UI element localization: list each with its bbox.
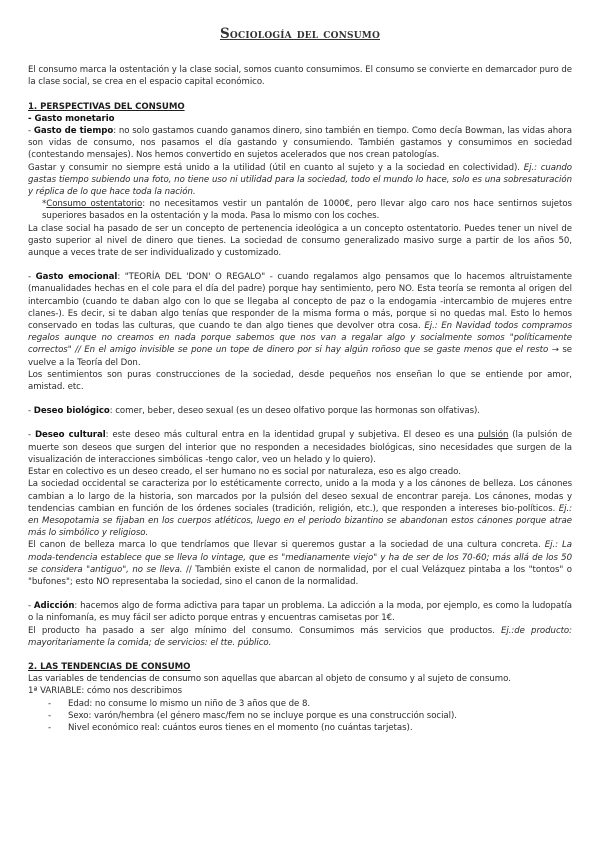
adiccion-text: : hacemos algo de forma adictiva para tapar un problema. La adicción a la moda, por ejemplo, es como la ludopatía o la ninfomanía, es muy fácil ser adicto porque entras y encuentras camisetas por 1€.: [28, 601, 573, 624]
utilidad-text: Gastar y consumir no siempre está unido a la utilidad (útil en cuanto al sujeto y a la sociedad en colectividad).: [28, 162, 524, 173]
deseo-biologico-label: Deseo biológico: [33, 406, 110, 417]
ostentatorio-asterisk: *: [42, 199, 47, 210]
gasto-emocional-example: Ej.: En Navidad todos compramos regalos aunque no creamos en nada porque sabemos que nos van a regalar algo y socialmente somos "políticamente correctos" // En el amigo invisible se pone un tope de dinero por si hay algún roñoso que se gaste menos que el resto: [28, 321, 572, 356]
gasto-emocional-dash: -: [28, 272, 36, 283]
gasto-emocional-label: Gasto emocional: [35, 272, 118, 283]
producto-example: Ej.:de producto: mayoritariamente la comida; de servicios: el tte. público.: [28, 625, 572, 648]
canones-paragraph: [28, 478, 572, 539]
canon-belleza-text: El canon de belleza marca lo que tendríamos que llevar si queremos gustar a la sociedad de una cultura concreta.: [28, 540, 545, 551]
canon-normalidad-text: // También existe el canon de normalidad, por el cual Velázquez pintaba a los "tontos" o "bufones"; esto NO representaba la sociedad, sino el canon de la normalidad.: [28, 564, 572, 587]
variable-1-list: [28, 698, 572, 735]
gasto-monetario-label: - Gasto monetario: [28, 113, 115, 124]
consumo-ostentatorio-text: : no necesitamos vestir un pantalón de 1000€, pero llevar algo caro nos hace sentirnos sujetos superiores basados en la ostentación y la moda. Pasa lo mismo con los coches.: [42, 199, 572, 222]
intro-paragraph: El consumo marca la ostentación y la clase social, somos cuanto consumimos. El consumo se convierte en demarcador puro de la clase social, se crea en el espacio capital económico.: [28, 65, 572, 88]
utilidad-paragraph: [28, 162, 572, 199]
gasto-tiempo-text: : no solo gastamos cuando ganamos dinero, sino también en tiempo. Como decía Bowman, las vidas ahora son vidas de consumo, nos pasamos el día gastando y consumiendo. También gastamos y consumimos en sociedad (contestando mensajes). Nos hemos convertido en sujetos acelerados que nos crean patologías.: [28, 126, 573, 161]
list-item: - Sexo: varón/hembra (el género masc/fem no se incluye porque es una construcción social).: [48, 710, 572, 722]
list-item: - Nivel económico real: cuántos euros tienes en el momento (no cuántas tarjetas).: [48, 722, 572, 734]
canones-example: Ej.: en Mesopotamia se fijaban en los cuerpos atléticos, luego en el periodo bizantino se abandonan estos cánones porque atrae más lo simbólico y religioso.: [28, 503, 572, 539]
colectivo-paragraph: Estar en colectivo es un deseo creado, el ser humano no es social por naturaleza, eso es algo creado.: [28, 467, 461, 478]
deseo-cultural-text-b: (la pulsión de muerte son deseos que surgen del interior que no responden a necesidades biológicas, sino necesidades que surgen de la visualización de interacciones simbólicas -tengo calor, veo un helado y lo quiero).: [28, 430, 572, 465]
consumo-ostentatorio-label: Consumo ostentatorio: [46, 199, 143, 210]
canones-text: La sociedad occidental se caracteriza por lo estéticamente correcto, unido a la moda y a los cánones de belleza. Los cánones cambian a lo largo de la historia, son marcados por la pulsión del deseo sexual de encontrar pareja. Los cánones, modas y tendencias cambian en función de los órdenes sociales (tradición, religión, etc.), que responden a intereses bio-políticos.: [28, 479, 572, 514]
gasto-tiempo-paragraph: [28, 125, 572, 162]
clase-social-paragraph: La clase social ha pasado de ser un concepto de pertenencia ideológica a un concepto ostentatorio. Puedes tener un nivel de gasto superior al nivel de dinero que tienes. La sociedad de consumo generalizado masivo surge a partir de los años 50, aunque a veces trate de ser individualizado y customizado.: [28, 223, 572, 259]
gasto-tiempo-label: Gasto de tiempo: [33, 126, 114, 137]
adiccion-paragraph: [28, 600, 572, 624]
deseo-biologico-dash: -: [28, 406, 34, 417]
deseo-cultural-text-a: : este deseo más cultural entra en la identidad grupal y subjetiva. El deseo es una: [105, 430, 478, 441]
gasto-emocional-text: : "TEORÍA DEL 'DON' O REGALO" - cuando regalamos algo pensamos que lo hacemos altruistamente (manualidades hechas en el cole para el día del padre) porque hay sentimiento, pero NO. Esta teoría se remonta al origen del intercambio (cuando te daban algo con lo que se llegaba al concepto de paz o la endogamia -intercambio de mujeres entre clanes-). Es decir, si te daban algo tenías que responder de la misma forma o más, porque si no quedas mal. Esto lo hemos conservado en todas las culturas, que cuando te dan algo tienes que devolver otra cosa.: [28, 272, 573, 332]
pulsion-term: pulsión: [477, 430, 509, 441]
producto-text: El producto ha pasado a ser algo mínimo del consumo. Consumimos más servicios que productos.: [28, 625, 502, 636]
canon-belleza-paragraph: [28, 539, 572, 588]
gasto-emocional-example-tail: → se vuelve a la Teoría del Don.: [28, 345, 572, 368]
gasto-emocional-paragraph: [28, 271, 572, 369]
gasto-tiempo-dash: -: [28, 126, 34, 137]
deseo-cultural-label: Deseo cultural: [34, 430, 106, 441]
adiccion-dash: -: [28, 601, 34, 612]
section-2-title: 2. LAS TENDENCIAS DE CONSUMO: [28, 661, 191, 672]
document-title: Sociología del consumo: [219, 26, 381, 42]
sentimientos-paragraph: Los sentimientos son puras construcciones de la sociedad, desde pequeños nos enseñan lo que se entiende por amor, amistad. etc.: [28, 369, 572, 393]
producto-paragraph: [28, 625, 572, 649]
gasto-monetario-heading: [28, 113, 572, 125]
consumo-ostentatorio-paragraph: [28, 198, 572, 222]
deseo-biologico-text: : comer, beber, deseo sexual (es un deseo olfativo porque las hormonas son olfativas).: [109, 406, 480, 417]
utilidad-example: Ej.: cuando gastas tiempo subiendo una foto, no tiene uso ni utilidad para la sociedad, todo el mundo lo hace, solo es una sobresaturación y réplica de lo que hace toda la nación.: [28, 162, 572, 198]
canon-belleza-example: Ej.: La moda-tendencia establece que se lleva lo vintage, que es "medianamente viejo" y ha de ser de los 70-60; más allá de los 50 se considera "antiguo", no se lleva.: [28, 540, 572, 575]
variable-1-heading: 1ª VARIABLE: cómo nos describimos: [28, 686, 183, 697]
deseo-biologico-paragraph: [28, 405, 572, 417]
deseo-cultural-dash: -: [28, 430, 35, 441]
section-1-title: 1. PERSPECTIVAS DEL CONSUMO: [28, 101, 185, 112]
tendencias-intro: Las variables de tendencias de consumo son aquellas que abarcan al objeto de consumo y al sujeto de consumo.: [28, 674, 511, 685]
deseo-cultural-paragraph: [28, 429, 572, 466]
list-item: - Edad: no consume lo mismo un niño de 3 años que de 8.: [48, 698, 572, 710]
adiccion-label: Adicción: [33, 601, 75, 612]
